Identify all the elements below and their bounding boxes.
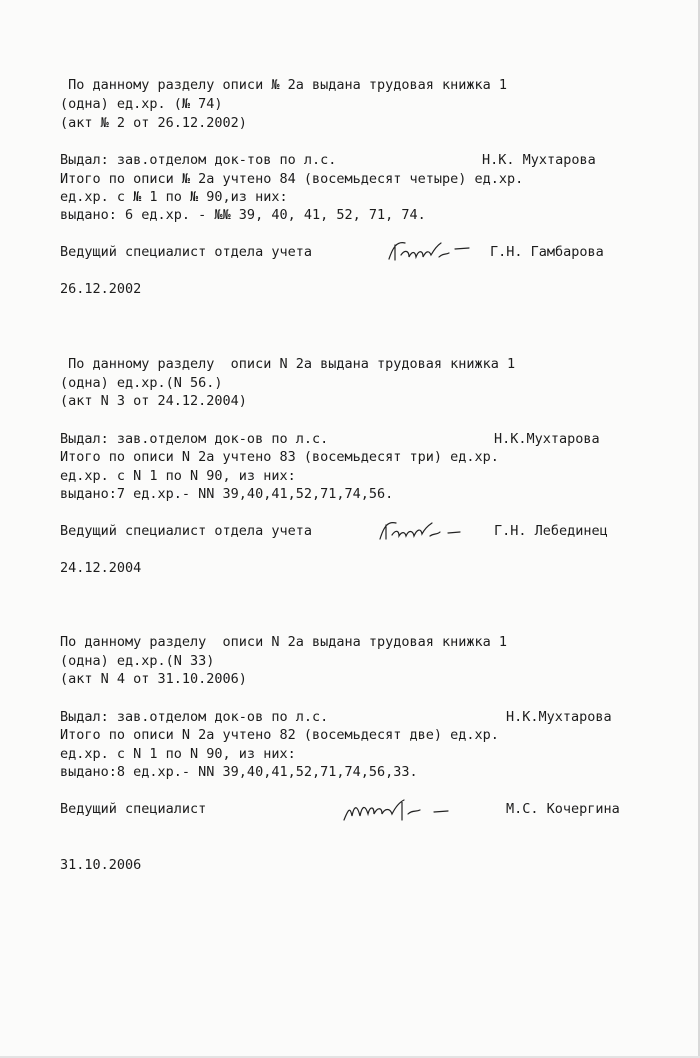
section2-specialist-name: Г.Н. Лебединец <box>494 523 608 539</box>
section2-total-line1: Итого по описи N 2а учтено 83 (восемьдесят три) ед.хр. <box>60 449 499 465</box>
section1-total-line1: Итого по описи № 2а учтено 84 (восемьдесят четыре) ед.хр. <box>60 171 524 187</box>
section1-line2: (одна) ед.хр. (№ 74) <box>60 96 223 112</box>
section2-issued-list: выдано:7 ед.хр.- NN 39,40,41,52,71,74,56. <box>60 486 394 502</box>
section2-total-line2: ед.хр. с N 1 по N 90, из них: <box>60 468 296 484</box>
section3-issued-list: выдано:8 ед.хр.- NN 39,40,41,52,71,74,56,33. <box>60 764 418 780</box>
section1-date: 26.12.2002 <box>60 281 142 297</box>
section3-line1: По данному разделу описи N 2а выдана трудовая книжка 1 <box>60 634 508 650</box>
section3-specialist-title: Ведущий специалист <box>60 801 207 817</box>
section2-specialist-title: Ведущий специалист отдела учета <box>60 523 312 539</box>
section2-line1: По данному разделу описи N 2а выдана трудовая книжка 1 <box>60 356 516 372</box>
section1-issued-by: Выдал: зав.отделом док-тов по л.с. <box>60 152 337 168</box>
section1-specialist-name: Г.Н. Гамбарова <box>490 244 604 260</box>
signature-2 <box>372 512 464 546</box>
section3-line2: (одна) ед.хр.(N 33) <box>60 653 215 669</box>
section1-issued-list: выдано: 6 ед.хр. - №№ 39, 40, 41, 52, 71, 74. <box>60 207 426 223</box>
section3-line3: (акт N 4 от 31.10.2006) <box>60 671 247 687</box>
section3-issued-by: Выдал: зав.отделом док-ов по л.с. <box>60 709 329 725</box>
section3-total-line2: ед.хр. с N 1 по N 90, из них: <box>60 746 296 762</box>
section2-issued-by: Выдал: зав.отделом док-ов по л.с. <box>60 431 329 447</box>
signature-1 <box>383 233 475 267</box>
signature-3 <box>338 792 458 828</box>
section1-issued-name: Н.К. Мухтарова <box>482 152 596 168</box>
section1-total-line2: ед.хр. с № 1 по № 90,из них: <box>60 189 288 205</box>
section1-specialist-title: Ведущий специалист отдела учета <box>60 244 312 260</box>
section2-issued-name: Н.К.Мухтарова <box>494 431 600 447</box>
section3-issued-name: Н.К.Мухтарова <box>506 709 612 725</box>
section3-date: 31.10.2006 <box>60 857 142 873</box>
section3-total-line1: Итого по описи N 2а учтено 82 (восемьдесят две) ед.хр. <box>60 727 499 743</box>
section1-line3: (акт № 2 от 26.12.2002) <box>60 115 247 131</box>
section2-date: 24.12.2004 <box>60 560 142 576</box>
section2-line3: (акт N 3 от 24.12.2004) <box>60 393 247 409</box>
section3-specialist-name: М.С. Кочергина <box>506 801 620 817</box>
section2-line2: (одна) ед.хр.(N 56.) <box>60 375 223 391</box>
section1-line1: По данному разделу описи № 2а выдана трудовая книжка 1 <box>60 77 508 93</box>
